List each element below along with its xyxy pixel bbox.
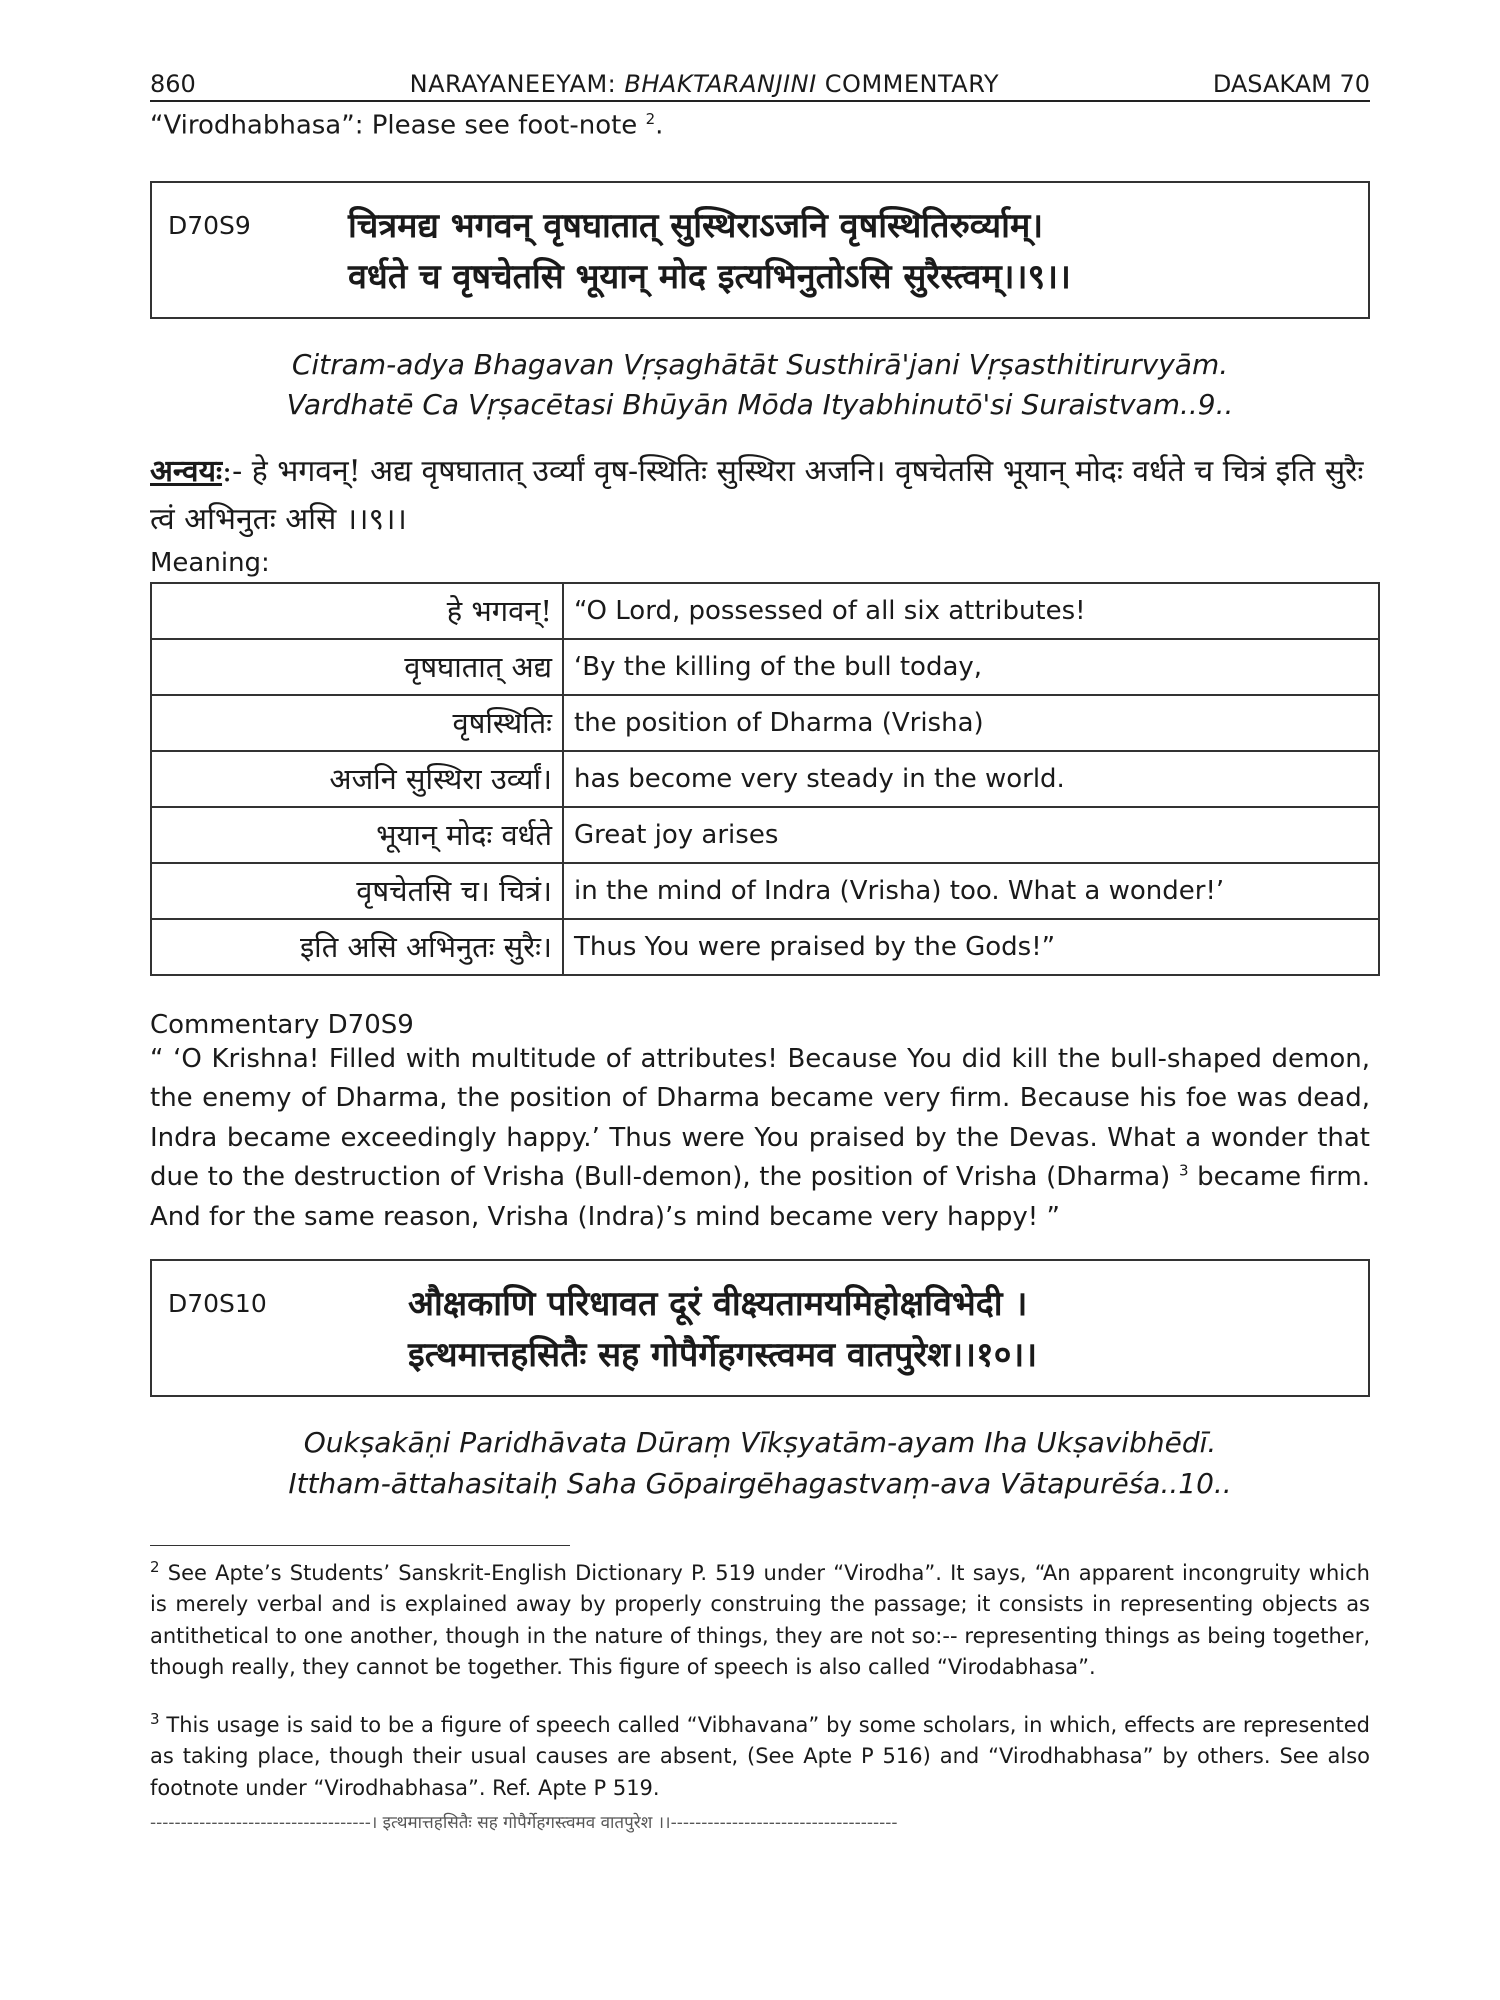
translit-line: Citram-adya Bhagavan Vṛṣaghātāt Susthirā'jani Vṛṣasthitirurvyām. [291,347,1229,381]
verse-line: औक्षकाणि परिधावत दूरं वीक्ष्यतामयमिहोक्षविभेदी । [408,1284,1028,1325]
commentary-heading: Commentary D70S9 [150,1009,414,1040]
meaning-label: Meaning: [150,547,270,578]
book-title: NARAYANEEYAM: BHAKTARANJINI COMMENTARY [409,70,999,98]
section-label: DASAKAM 70 [1212,70,1370,98]
anvaya-text: :- हे भगवन्! अद्य वृषघातात् उर्व्यां वृष-स्थितिः सुस्थिरा अजनि। वृषचेतसि भूयान् मोदः वर्धते च चित्रं इति सुरैः त्वं अभिनुतः असि ।।९।। [150,453,1364,537]
verse-text [348,1279,1352,1381]
table-row: इति असि अभिनुतः सुरैः। Thus You were praised by the Gods!” [151,919,1379,975]
table-row: वृषघातात् अद्य ‘By the killing of the bull today, [151,639,1379,695]
verse-text [348,201,1352,303]
meaning-table [150,582,1380,976]
verse-id: D70S10 [168,1289,267,1319]
page [150,70,1370,1833]
verse-id: D70S9 [168,210,251,240]
anvaya [150,448,1370,544]
translit-line: Vardhatē Ca Vṛṣacētasi Bhūyān Mōda Ityabhinutō'si Suraistvam..9.. [286,388,1234,422]
table-row: हे भगवन्! “O Lord, possessed of all six attributes! [151,583,1379,639]
footnote-divider [150,1545,570,1546]
transliteration-9 [150,345,1370,426]
translit-line: Oukṣakāṇi Paridhāvata Dūraṃ Vīkṣyatām-ayam Iha Ukṣavibhēdī. [303,1426,1217,1460]
intro-note: “Virodhabhasa”: Please see foot-note $^2$. [150,110,664,141]
table-row: वृषस्थितिः the position of Dharma (Vrisha) [151,695,1379,751]
table-row: अजनि सुस्थिरा उर्व्यां। has become very steady in the world. [151,751,1379,807]
running-header [150,70,1370,102]
running-footer: ------------------------------------। इत्थमात्तहसितैः सह गोपैर्गेहगस्त्वमव वातपुरेश ।।------------------------------------- [150,1813,898,1834]
verse-box-9 [150,181,1370,319]
verse-line: चित्रमद्य भगवन् वृषघातात् सुस्थिराऽजनि वृषस्थितिरुर्व्याम्। [348,205,1044,246]
page-number: 860 [150,70,196,98]
footnote-ref[interactable]: 3 [1178,1161,1189,1180]
table-row: वृषचेतसि च। चित्रं। in the mind of Indra (Vrisha) too. What a wonder!’ [151,863,1379,919]
footnote-ref[interactable]: 2 [645,110,656,128]
footnote-3: $^3$ This usage is said to be a figure of speech called “Vibhavana” by some scholars, in which, effects are represented as taking place, though their usual causes are absent, (See Apte P 516) and “Virodhabhasa” by others. See also footnote under “Virodhabhasa”. Ref. Apte P 519. [150,1709,1370,1800]
verse-line: इत्थमात्तहसितैः सह गोपैर्गेहगस्त्वमव वातपुरेश।।१०।। [408,1335,1038,1376]
translit-line: Ittham-āttahasitaiḥ Saha Gōpairgēhagastvaṃ-ava Vātapurēśa..10.. [288,1467,1232,1501]
commentary-body: “ ‘O Krishna! Filled with multitude of attributes! Because You did kill the bull-shaped demon, the enemy of Dharma, the position of Dharma became very firm. Because his foe was dead, Indra became exceedingly happy.’ Thus were You praised by the Devas. What a wonder that due to the destruction of Vrisha (Bull-demon), the position of Vrisha (Dharma) $^3$ became firm. And for the same reason, Vrisha (Indra)’s mind became very happy! ” [150,1043,1370,1232]
verse-line: वर्धते च वृषचेतसि भूयान् मोद इत्यभिनुतोऽसि सुरैस्त्वम्।।९।। [348,256,1071,297]
verse-box-10 [150,1259,1370,1397]
anvaya-label: अन्वयः [150,453,223,489]
table-row: भूयान् मोदः वर्धते Great joy arises [151,807,1379,863]
footnote-2: $^2$ See Apte’s Students’ Sanskrit-English Dictionary P. 519 under “Virodha”. It says, “An apparent incongruity which is merely verbal and is explained away by properly construing the passage; it consists in representing objects as antithetical to one another, though in the nature of things, they are not so:-- representing things as being together, though really, they cannot be together. This figure of speech is also called “Virodabhasa”. [150,1557,1370,1680]
transliteration-10 [150,1423,1370,1504]
